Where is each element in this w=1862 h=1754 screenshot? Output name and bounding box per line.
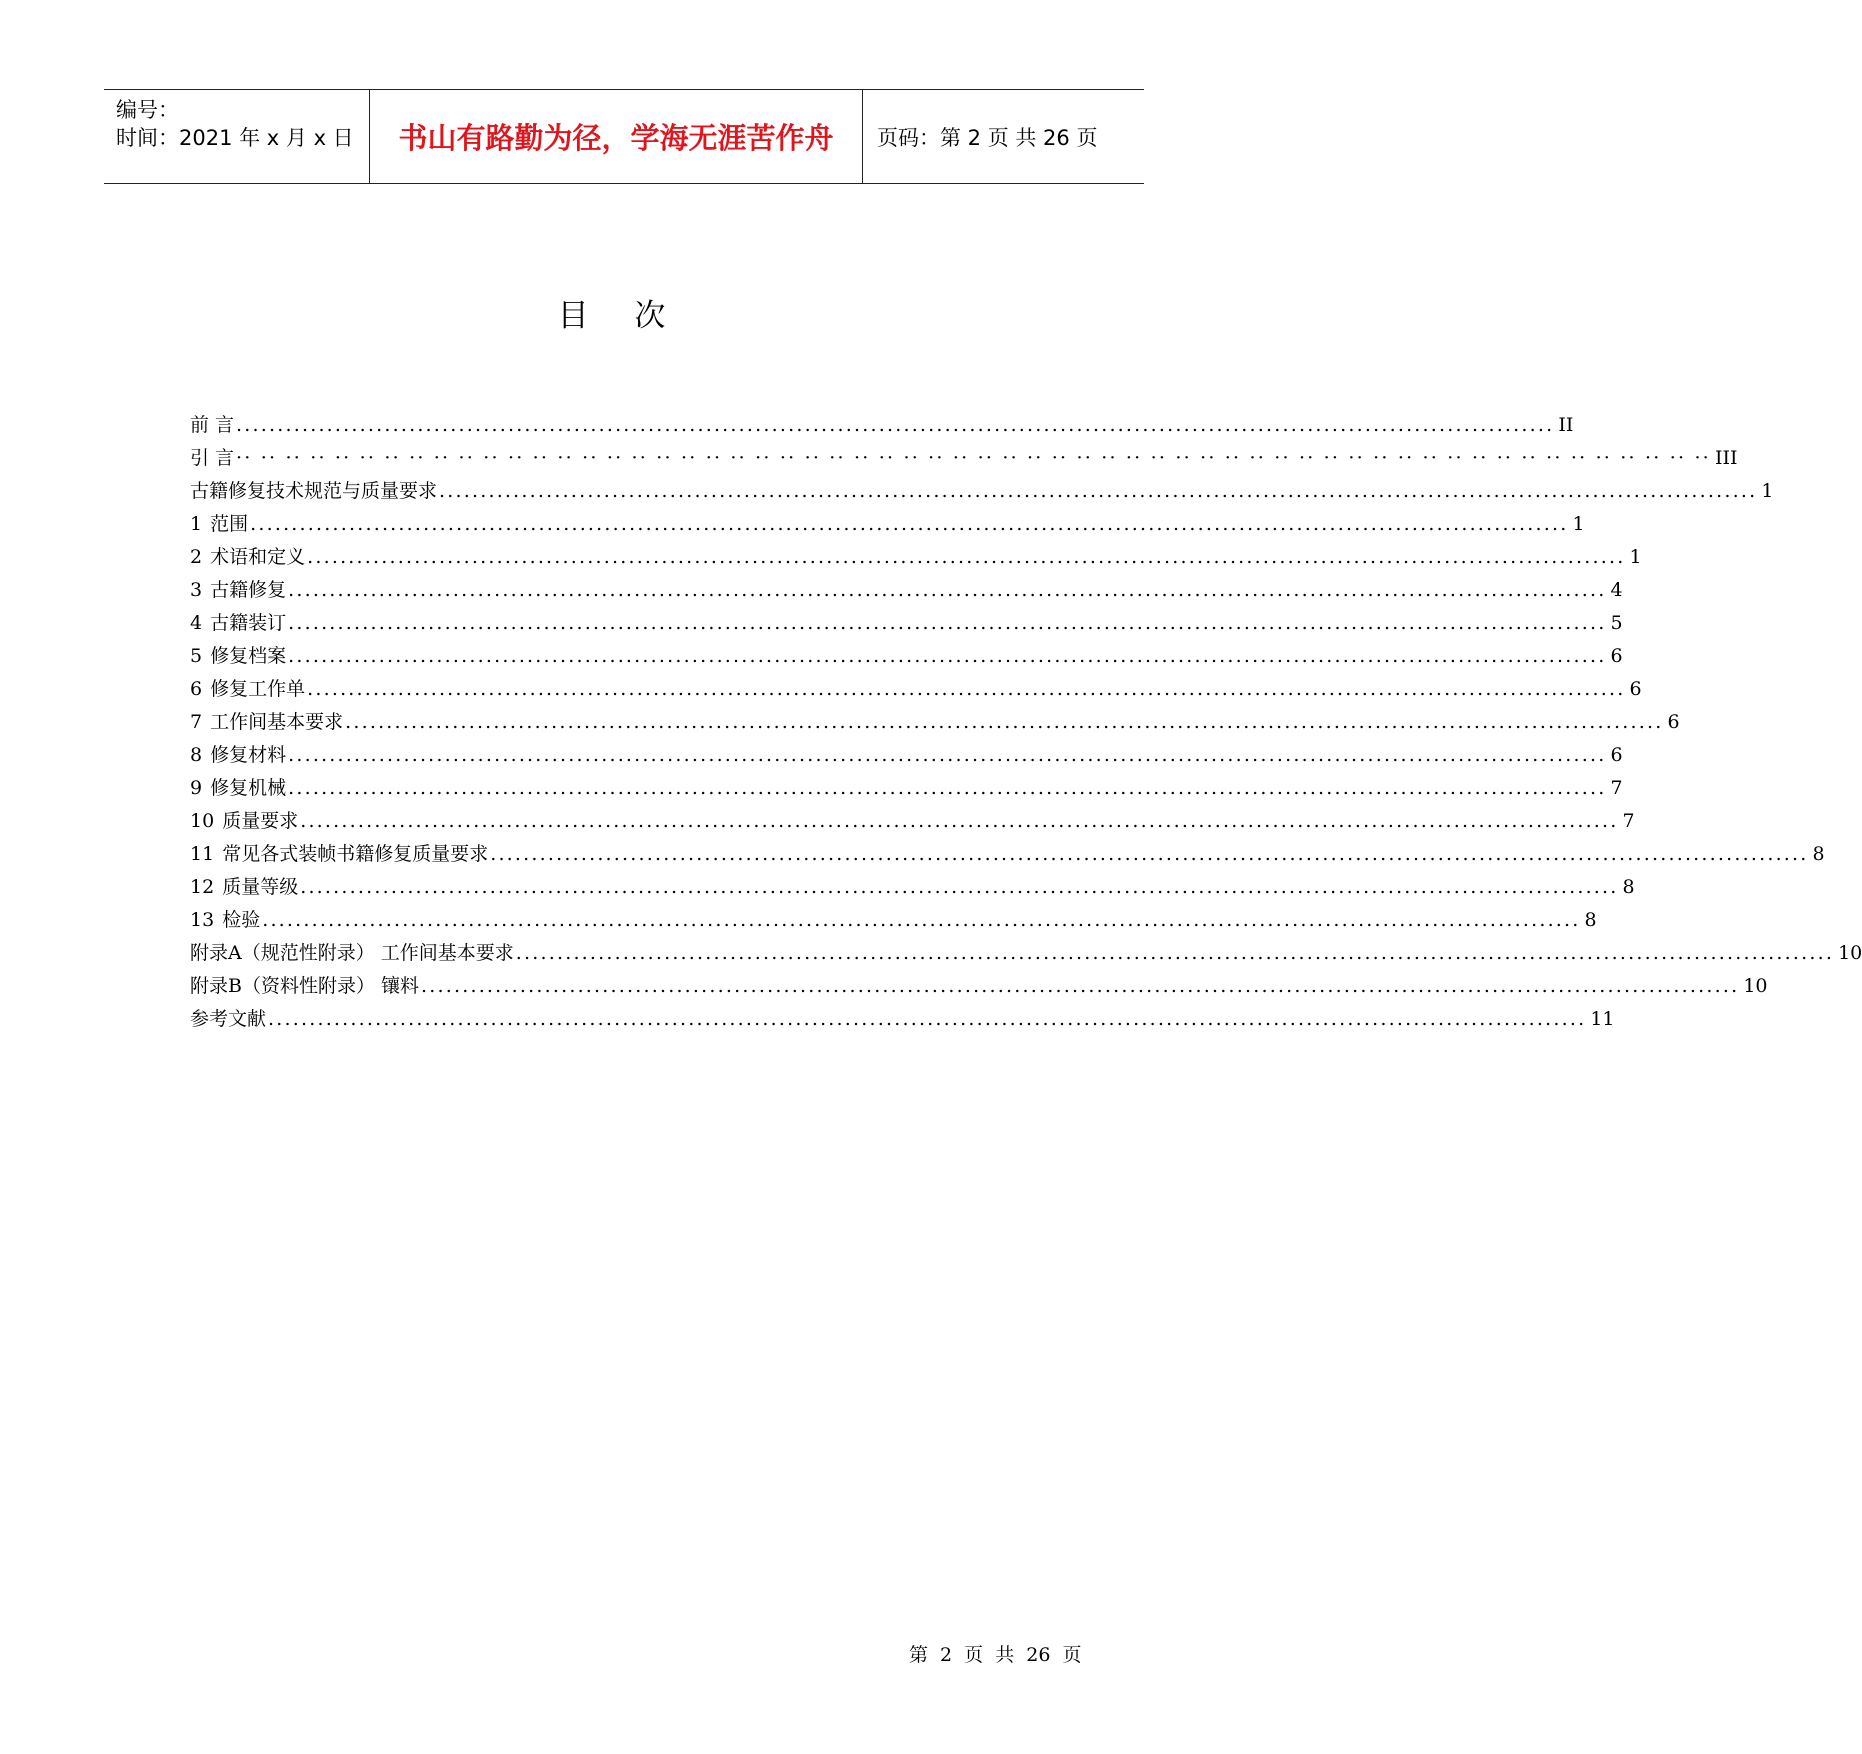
toc-entry-page: 8 — [1584, 909, 1597, 931]
toc-entry[interactable] — [190, 641, 1623, 674]
toc-entry-title: 修复机械 — [210, 777, 287, 799]
toc-entry[interactable] — [190, 608, 1623, 641]
toc-entry-title: 检验 — [222, 909, 261, 931]
toc-entry-number: 8 — [190, 744, 203, 766]
toc-entry-page: 6 — [1667, 711, 1680, 733]
toc-entry-page: 8 — [1622, 876, 1635, 898]
toc-entry-title: 前 言 — [190, 414, 235, 436]
toc-leader: ................................................................................................................................................................ — [268, 1008, 1587, 1030]
toc-entry[interactable] — [190, 740, 1623, 773]
toc-entry[interactable] — [190, 443, 1738, 476]
toc-entry-title: 古籍装订 — [210, 612, 287, 634]
toc-entry-title: 常见各式装帧书籍修复质量要求 — [222, 843, 489, 865]
toc-entry-title: 附录B（资料性附录） 镶料 — [190, 975, 420, 997]
toc-entry-page: 1 — [1629, 546, 1642, 568]
toc-entry-page: 11 — [1590, 1008, 1615, 1030]
toc-leader: ................................................................................................................................................................ — [288, 579, 1607, 601]
motto-text: 书山有路勤为径，学海无涯苦作舟 — [398, 121, 834, 155]
toc-entry-number: 1 — [190, 513, 203, 535]
toc-entry-title: 术语和定义 — [210, 546, 306, 568]
toc-leader: ·· ·· ·· ·· ·· ·· ·· ·· ·· ·· ·· ·· ·· ·· ·· ·· ·· ·· ·· ·· ·· ·· ·· ·· ·· ·· ·· ·· ·· ·· ·· ·· ·· ·· ·· ·· ·· ·· ·· ·· ·· ·· ·· ·· ·· ·· ·· ·· ·· ·· ·· ·· ·· ·· ·· ·· ·· ·· ·· ·· — [236, 447, 1711, 469]
toc-entry[interactable] — [190, 1004, 1615, 1037]
toc-entry-number: 5 — [190, 645, 203, 667]
toc-leader: ................................................................................................................................................................ — [300, 810, 1619, 832]
toc-entry-title: 参考文献 — [190, 1008, 267, 1030]
toc-entry[interactable] — [190, 575, 1623, 608]
toc-entry[interactable] — [190, 839, 1825, 872]
toc-entry[interactable] — [190, 905, 1597, 938]
toc-entry[interactable] — [190, 707, 1680, 740]
toc-entry[interactable] — [190, 410, 1574, 443]
time-label: 时间：2021 年 x 月 x 日 — [116, 126, 354, 150]
toc-entry-page: 4 — [1610, 579, 1623, 601]
toc-leader: ................................................................................................................................................................ — [439, 480, 1758, 502]
toc-entry[interactable] — [190, 509, 1585, 542]
toc-entry[interactable] — [190, 806, 1635, 839]
toc-entry-title: 引 言 — [190, 447, 235, 469]
toc-entry-number: 6 — [190, 678, 203, 700]
header-page-info — [863, 90, 1144, 183]
toc-leader: ................................................................................................................................................................ — [288, 645, 1607, 667]
serial-label: 编号： — [116, 98, 179, 122]
toc-entry-page: 6 — [1610, 645, 1623, 667]
toc-entry-page: 7 — [1610, 777, 1623, 799]
toc-entry-title: 修复工作单 — [210, 678, 306, 700]
toc-entry-page: II — [1558, 414, 1574, 436]
toc-leader: ................................................................................................................................................................ — [515, 942, 1835, 964]
toc-entry[interactable] — [190, 476, 1774, 509]
toc-entry-title: 附录A（规范性附录） 工作间基本要求 — [190, 942, 514, 964]
toc-entry[interactable] — [190, 872, 1635, 905]
toc-leader: ................................................................................................................................................................ — [262, 909, 1581, 931]
page-header — [104, 89, 1144, 184]
toc-entry-title: 古籍修复技术规范与质量要求 — [190, 480, 438, 502]
toc-entry-page: III — [1714, 447, 1738, 469]
toc-leader: ................................................................................................................................................................ — [345, 711, 1664, 733]
header-motto-cell — [370, 90, 863, 183]
toc-entry-number: 9 — [190, 777, 203, 799]
toc-leader: ................................................................................................................................................................ — [421, 975, 1740, 997]
toc-entry-page: 8 — [1812, 843, 1825, 865]
toc-leader: ................................................................................................................................................................ — [490, 843, 1809, 865]
toc-entry-title: 修复档案 — [210, 645, 287, 667]
page-footer: 第 2 页 共 26 页 — [909, 1644, 1082, 1666]
toc-entry-number: 13 — [190, 909, 215, 931]
table-of-contents — [190, 410, 1862, 1037]
toc-entry-number: 10 — [190, 810, 215, 832]
toc-entry-number: 11 — [190, 843, 215, 865]
toc-leader: ................................................................................................................................................................ — [307, 678, 1626, 700]
toc-title: 目 次 — [557, 298, 684, 334]
toc-entry-page: 6 — [1610, 744, 1623, 766]
toc-entry[interactable] — [190, 542, 1642, 575]
toc-entry-title: 古籍修复 — [210, 579, 287, 601]
toc-entry-title: 质量等级 — [222, 876, 299, 898]
toc-entry[interactable] — [190, 938, 1862, 971]
toc-entry-title: 范围 — [210, 513, 249, 535]
toc-entry-page: 10 — [1743, 975, 1768, 997]
toc-leader: ................................................................................................................................................................ — [288, 612, 1607, 634]
toc-entry-title: 修复材料 — [210, 744, 287, 766]
toc-leader: ................................................................................................................................................................ — [307, 546, 1626, 568]
toc-entry[interactable] — [190, 773, 1623, 806]
toc-leader: ................................................................................................................................................................ — [250, 513, 1569, 535]
toc-leader: ................................................................................................................................................................ — [236, 414, 1555, 436]
toc-entry[interactable] — [190, 971, 1768, 1004]
toc-leader: ................................................................................................................................................................ — [288, 744, 1607, 766]
toc-entry-number: 12 — [190, 876, 215, 898]
toc-entry-number: 2 — [190, 546, 203, 568]
toc-entry-page: 7 — [1622, 810, 1635, 832]
toc-entry-number: 3 — [190, 579, 203, 601]
header-meta — [104, 90, 370, 183]
toc-leader: ................................................................................................................................................................ — [288, 777, 1607, 799]
toc-entry-page: 10 — [1838, 942, 1862, 964]
toc-entry-page: 5 — [1610, 612, 1623, 634]
toc-entry-number: 4 — [190, 612, 203, 634]
toc-entry-number: 7 — [190, 711, 203, 733]
toc-entry-title: 工作间基本要求 — [210, 711, 344, 733]
toc-entry-page: 1 — [1761, 480, 1774, 502]
toc-entry[interactable] — [190, 674, 1642, 707]
toc-leader: ................................................................................................................................................................ — [300, 876, 1619, 898]
toc-entry-title: 质量要求 — [222, 810, 299, 832]
page-info-text: 页码：第 2 页 共 26 页 — [877, 125, 1098, 150]
toc-entry-page: 1 — [1572, 513, 1585, 535]
toc-entry-page: 6 — [1629, 678, 1642, 700]
